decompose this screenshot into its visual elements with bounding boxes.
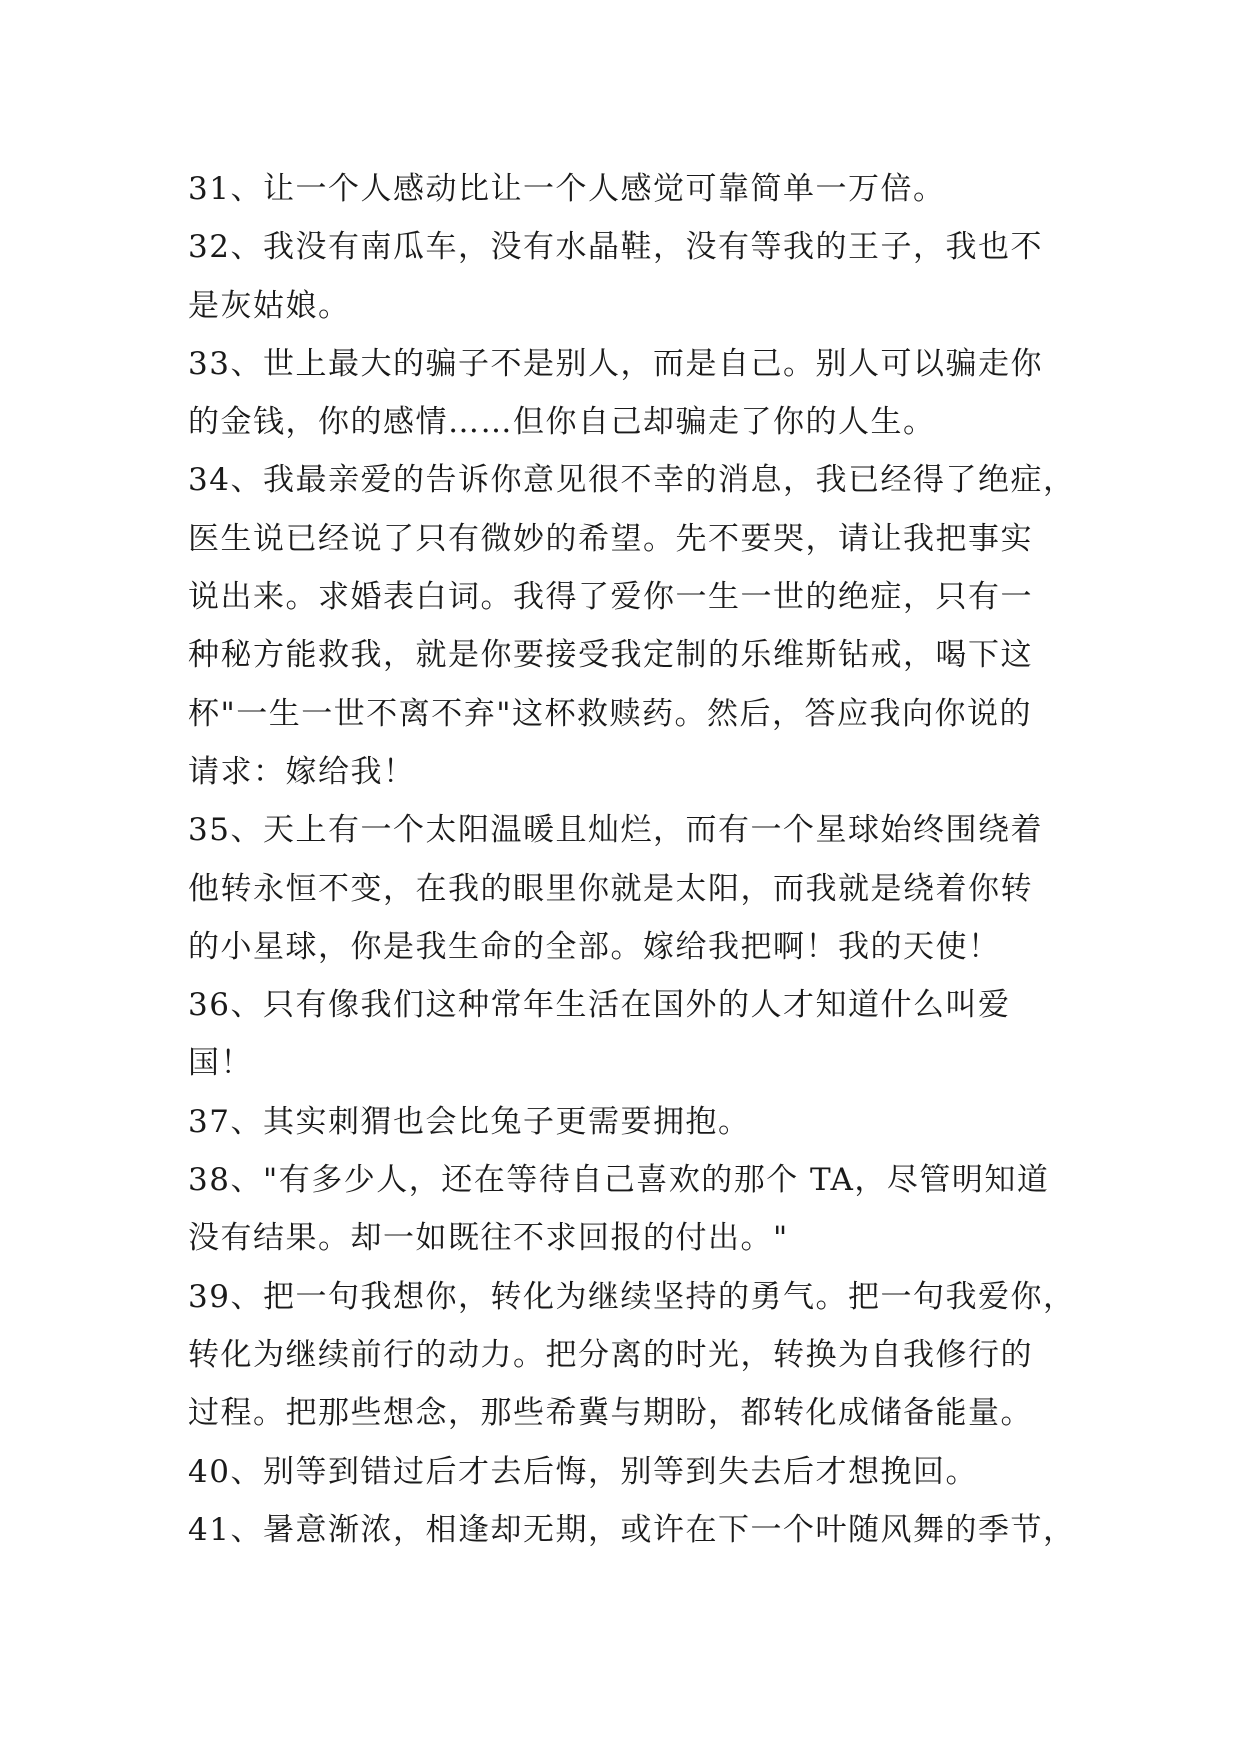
text-line: 41、暑意渐浓，相逢却无期，或许在下一个叶随风舞的季节， — [188, 1511, 1076, 1548]
text-line: 的小星球，你是我生命的全部。嫁给我把啊！我的天使！ — [188, 928, 1001, 965]
text-line: 国！ — [188, 1045, 253, 1082]
document-body — [188, 160, 1076, 1559]
text-line: 杯"一生一世不离不弃"这杯救赎药。然后，答应我向你说的 — [188, 695, 1033, 732]
text-line: 请求：嫁给我！ — [188, 753, 416, 790]
text-line: 种秘方能救我，就是你要接受我定制的乐维斯钻戒，喝下这 — [188, 637, 1033, 674]
text-line: 他转永恒不变，在我的眼里你就是太阳，而我就是绕着你转 — [188, 870, 1033, 907]
text-line: 36、只有像我们这种常年生活在国外的人才知道什么叫爱 — [188, 987, 1011, 1024]
text-line: 37、其实刺猬也会比兔子更需要拥抱。 — [188, 1103, 751, 1140]
text-line: 31、让一个人感动比让一个人感觉可靠简单一万倍。 — [188, 171, 946, 207]
text-line: 40、别等到错过后才去后悔，别等到失去后才想挽回。 — [188, 1453, 978, 1490]
text-line: 38、"有多少人，还在等待自己喜欢的那个 TA，尽管明知道 — [188, 1162, 1050, 1199]
text-line: 转化为继续前行的动力。把分离的时光，转换为自我修行的 — [188, 1336, 1033, 1373]
text-line: 33、世上最大的骗子不是别人，而是自己。别人可以骗走你 — [188, 345, 1043, 382]
text-line: 的金钱，你的感情……但你自己却骗走了你的人生。 — [188, 404, 936, 441]
text-line: 35、天上有一个太阳温暖且灿烂，而有一个星球始终围绕着 — [188, 812, 1043, 849]
text-line: 医生说已经说了只有微妙的希望。先不要哭，请让我把事实 — [188, 520, 1033, 557]
text-line: 32、我没有南瓜车，没有水晶鞋，没有等我的王子，我也不 — [188, 229, 1043, 266]
text-line: 没有结果。却一如既往不求回报的付出。" — [188, 1220, 789, 1257]
text-line: 34、我最亲爱的告诉你意见很不幸的消息，我已经得了绝症， — [188, 462, 1076, 499]
text-line: 过程。把那些想念，那些希冀与期盼，都转化成储备能量。 — [188, 1395, 1033, 1432]
text-line: 说出来。求婚表白词。我得了爱你一生一世的绝症，只有一 — [188, 579, 1033, 616]
text-line: 39、把一句我想你，转化为继续坚持的勇气。把一句我爱你， — [188, 1278, 1076, 1315]
text-line: 是灰姑娘。 — [188, 287, 351, 324]
